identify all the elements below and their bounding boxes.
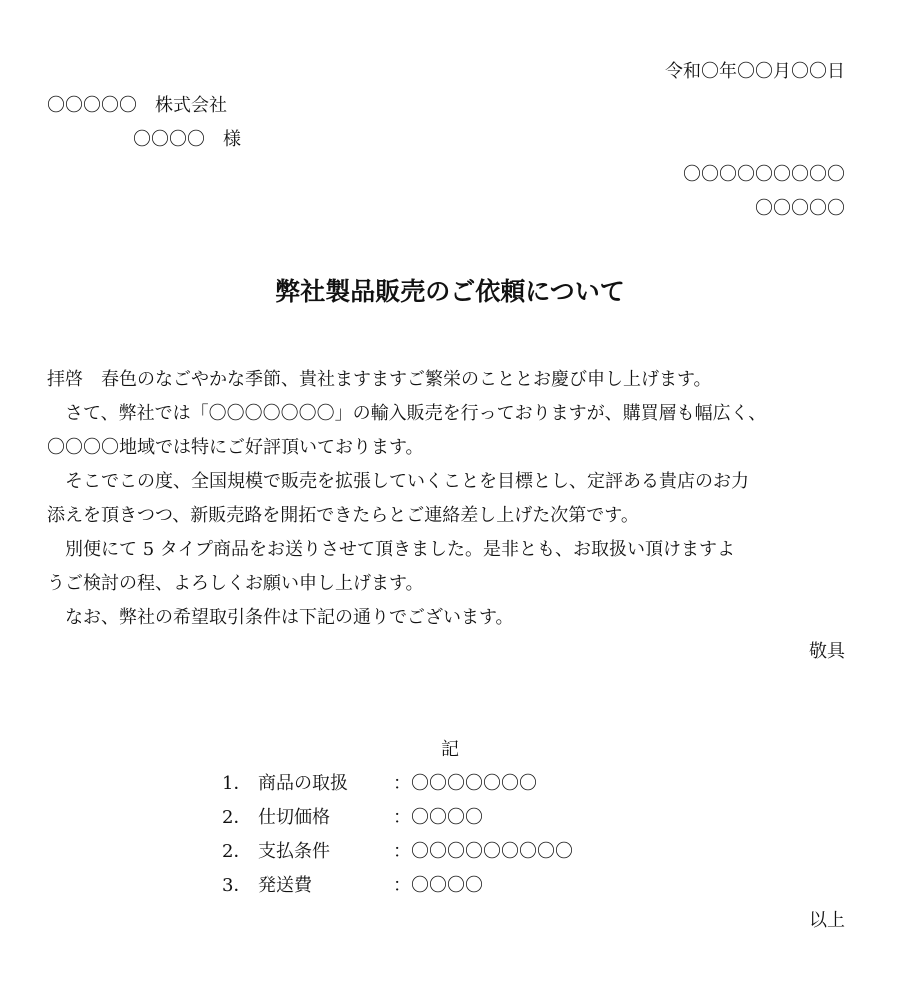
body-line: 別便にて 5 タイプ商品をお送りさせて頂きました。是非とも、お取扱い頂けますよ xyxy=(47,539,735,560)
item-value: ：〇〇〇〇〇〇〇〇〇 xyxy=(393,841,573,862)
body-line: さて、弊社では「〇〇〇〇〇〇〇」の輸入販売を行っておりますが、購買層も幅広く、 xyxy=(47,403,767,424)
item-value: ：〇〇〇〇 xyxy=(393,807,483,828)
details-item xyxy=(0,843,900,867)
recipient-person: 〇〇〇〇 様 xyxy=(133,129,241,150)
letter-date: 令和〇年〇〇月〇〇日 xyxy=(665,61,845,82)
details-item xyxy=(0,775,900,799)
item-label: 支払条件 xyxy=(258,841,330,862)
body-line: うご検討の程、よろしくお願い申し上げます。 xyxy=(47,573,424,594)
sender-company: 〇〇〇〇〇〇〇〇〇 xyxy=(683,164,845,185)
item-label: 仕切価格 xyxy=(258,807,330,828)
sender-name: 〇〇〇〇〇 xyxy=(755,198,845,219)
body-line: そこでこの度、全国規模で販売を拡張していくことを目標とし、定評ある貴店のお力 xyxy=(47,471,749,492)
item-value: ：〇〇〇〇〇〇〇 xyxy=(393,773,537,794)
details-heading: 記 xyxy=(441,739,459,760)
item-label: 商品の取扱 xyxy=(258,773,348,794)
item-number: 1． xyxy=(222,773,252,794)
details-item xyxy=(0,809,900,833)
end-mark: 以上 xyxy=(809,910,845,931)
body-line: 添えを頂きつつ、新販売路を開拓できたらとご連絡差し上げた次第です。 xyxy=(47,505,639,526)
body-line: 拝啓 春色のなごやかな季節、貴社ますますご繁栄のこととお慶び申し上げます。 xyxy=(47,369,712,390)
recipient-company: 〇〇〇〇〇 株式会社 xyxy=(47,95,227,116)
closing-word: 敬具 xyxy=(809,641,845,662)
item-number: 2． xyxy=(222,841,252,862)
body-line: なお、弊社の希望取引条件は下記の通りでございます。 xyxy=(47,607,514,628)
document-title: 弊社製品販売のご依頼について xyxy=(275,277,625,306)
item-number: 3． xyxy=(222,875,252,896)
item-number: 2． xyxy=(222,807,252,828)
details-item xyxy=(0,877,900,901)
item-value: ：〇〇〇〇 xyxy=(393,875,483,896)
item-label: 発送費 xyxy=(258,875,312,896)
body-line: 〇〇〇〇地域では特にご好評頂いております。 xyxy=(47,437,424,458)
